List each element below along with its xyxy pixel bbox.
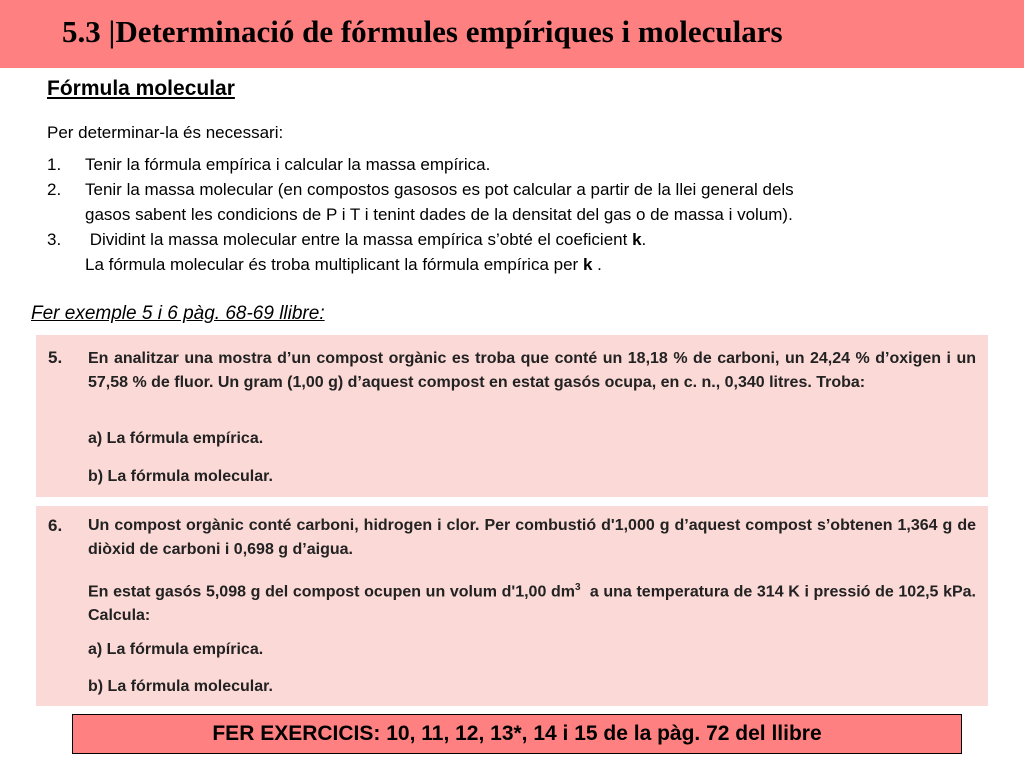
steps-list [47, 152, 1007, 277]
k-symbol: k [632, 230, 642, 249]
exercise-item-b: b) La fórmula molecular. [88, 678, 273, 695]
step-2 [47, 177, 1007, 227]
step-text [85, 227, 1007, 252]
page-title: 5.3 |Determinació de fórmules empíriques i moleculars [62, 14, 783, 49]
title-bar [0, 0, 1024, 68]
exercise-text: Un compost orgànic conté carboni, hidrogen i clor. Per combustió d'1,000 g d’aquest compost s’obtenen 1,364 g de diòxid de carboni i 0,698 g d’aigua. [88, 517, 976, 558]
exercise-item-b: b) La fórmula molecular. [88, 468, 273, 485]
intro-text: Per determinar-la és necessari: [47, 123, 284, 142]
step-text: Tenir la massa molecular (en compostos gasosos es pot calcular a partir de la llei general dels [85, 180, 794, 199]
step-number: 2. [47, 180, 62, 199]
step-text: gasos sabent les condicions de P i T i tenint dades de la densitat del gas o de massa i volum). [85, 205, 793, 224]
exercise-text-part: a una temperatura de 314 K i pressió de 102,5 kPa. Calcula: [88, 583, 981, 625]
exercise-6-box [36, 506, 988, 706]
superscript: 3 [575, 582, 581, 593]
step-text-part: . [641, 230, 647, 249]
step-3 [47, 227, 1007, 277]
step-text-part: La fórmula molecular és troba multiplicant la fórmula empírica per [85, 255, 583, 274]
exercise-5-box [36, 335, 988, 497]
k-symbol: k [582, 255, 593, 274]
exercise-item-a: a) La fórmula empírica. [88, 641, 264, 658]
step-1 [47, 152, 1007, 177]
exercise-text: En analitzar una mostra d’un compost orgànic es troba que conté un 18,18 % de carboni, un 24,24 % d’oxigen i un 57,58 % de fluor. Un gram (1,00 g) d’aquest compost en estat gasós ocupa, en c. n., 0,340 litres. Troba: [88, 350, 976, 391]
exercises-assignment: FER EXERCICIS: 10, 11, 12, 13*, 14 i 15 de la pàg. 72 del llibre [72, 714, 962, 754]
step-text: Tenir la fórmula empírica i calcular la massa empírica. [85, 155, 491, 174]
step-text-part: . [592, 255, 602, 274]
section-title: Fórmula molecular [47, 77, 235, 100]
step-text-part: Dividint la massa molecular entre la massa empírica s’obté el coeficient [85, 230, 633, 249]
step-number: 1. [47, 155, 62, 174]
exercise-number: 5. [48, 348, 63, 367]
example-reference: Fer exemple 5 i 6 pàg. 68-69 llibre: [31, 303, 325, 324]
exercise-text [88, 576, 981, 628]
step-number: 3. [47, 230, 62, 249]
exercise-number: 6. [48, 516, 63, 535]
exercise-text-part: En estat gasós 5,098 g del compost ocupen un volum d'1,00 dm [88, 583, 575, 601]
exercise-item-a: a) La fórmula empírica. [88, 430, 264, 447]
step-text [85, 252, 1007, 277]
